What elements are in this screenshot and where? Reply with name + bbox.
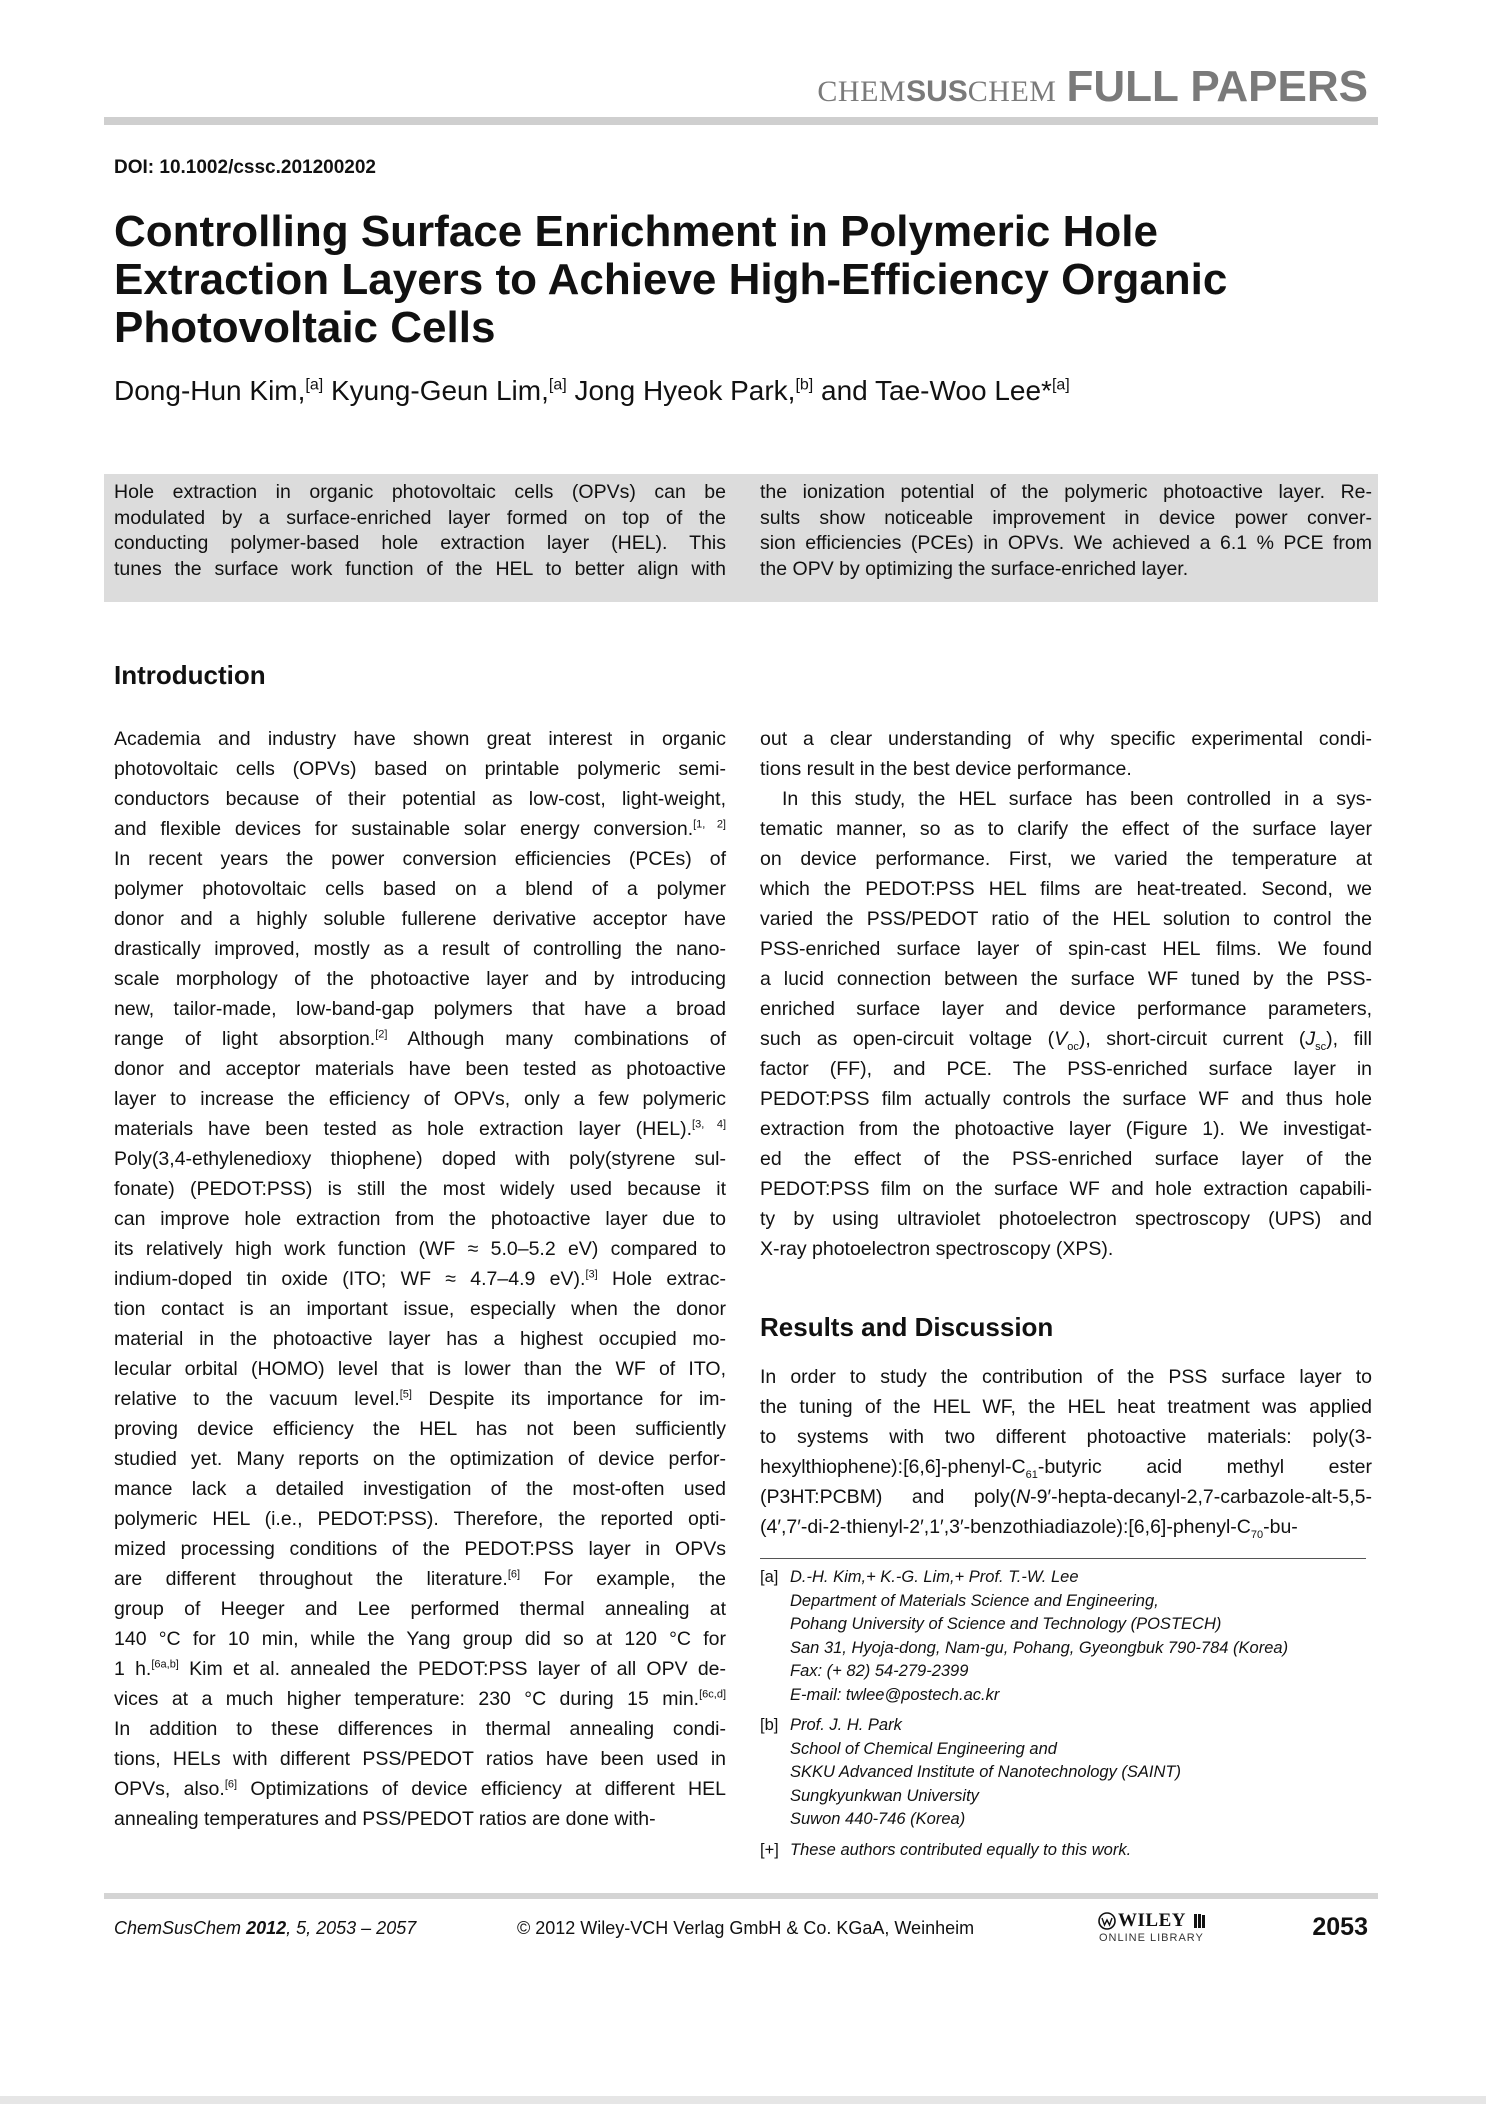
citation-ref[interactable]: [6c,d] [699,1688,726,1701]
text-line: its relatively high work function (WF ≈ 5.0–5.2 eV) compared to [114,1238,726,1260]
introduction-heading: Introduction [114,660,266,690]
results-body [760,1362,1372,1542]
abstract-line: tunes the surface work function of the HEL to better align with [114,557,726,580]
abstract-line: the OPV by optimizing the surface-enriched layer. [760,557,1189,580]
abstract-line: conducting polymer-based hole extraction layer (HEL). This [114,532,726,554]
text-line: which the PEDOT:PSS HEL films are heat-treated. Second, we [760,878,1372,900]
abstract-right [760,480,1372,582]
text-line: In this study, the HEL surface has been controlled in a sys- [782,788,1372,810]
text-line: OPVs, also.[6] Optimizations of device efficiency at different HEL [114,1778,726,1800]
text-line: mance lack a detailed investigation of the most-often used [114,1478,726,1500]
affiliation-b: [b] Prof. J. H. Park School of Chemical Engineering and SKKU Advanced Institute of Nanotechnology (SAINT) Sungkyunkwan University Suwon 440-746 (Korea) [760,1716,1182,1828]
text-line: polymer photovoltaic cells based on a blend of a polymer [114,878,726,900]
journal-name-chem: CHEM [817,75,907,108]
footer-citation: ChemSusChem 2012, 5, 2053 – 2057 [114,1918,417,1938]
author-name: and Tae-Woo Lee* [821,375,1052,406]
abstract-line: sion efficiencies (PCEs) in OPVs. We achieved a 6.1 % PCE from [760,532,1372,554]
affiliation-rule [760,1558,1366,1559]
text-line: photovoltaic cells (OPVs) based on printable polymeric semi- [114,758,726,780]
text-line: donor and a highly soluble fullerene derivative acceptor have [114,908,726,930]
author-name: Kyung-Geun Lim, [330,375,549,406]
citation-ref[interactable]: [6] [224,1778,238,1791]
citation-ref[interactable]: [6] [507,1568,521,1581]
text-line: proving device efficiency the HEL has not been sufficiently [114,1418,726,1440]
citation-ref[interactable]: [3] [585,1268,598,1281]
text-line: vices at a much higher temperature: 230 °C during 15 min.[6c,d] [114,1688,726,1710]
author-name: Dong-Hun Kim, [114,375,306,406]
abstract-line: modulated by a surface-enriched layer formed on top of the [114,506,726,529]
text-line: are different throughout the literature.[6] For example, the [114,1568,726,1590]
text-line: tions result in the best device performance. [760,758,1132,780]
text-line: tematic manner, so as to clarify the effect of the surface layer [760,818,1372,840]
affiliation-a: [a] D.-H. Kim,+ K.-G. Lim,+ Prof. T.-W. Lee Department of Materials Science and Engineering, Pohang University of Science and Technology (POSTECH) San 31, Hyoja-dong, Nam-gu, Pohang, Gyeongbuk 790-784 (Korea) Fax: (+ 82) 54-279-2399 E-mail: twlee@postech.ac.kr [760,1566,1372,1707]
text-line: donor and acceptor materials have been tested as photoactive [114,1058,726,1080]
author-name: Jong Hyeok Park, [574,375,796,406]
text-line: $hexylthiophene):[6,6]-phenyl-C_{61}$-butyric acid methyl ester [760,1456,1372,1481]
text-line: out a clear understanding of why specific experimental condi- [760,728,1372,750]
abstract-line: sults show noticeable improvement in device power conver- [760,506,1372,529]
footer-rule [104,1893,1378,1899]
text-line: on device performance. First, we varied the temperature at [760,848,1372,870]
text-line: 1 h.[6a,b] Kim et al. annealed the PEDOT:PSS layer of all OPV de- [114,1658,726,1680]
text-line: and flexible devices for sustainable solar energy conversion.[1, 2] [114,818,726,840]
text-line: Poly(3,4-ethylenedioxy thiophene) doped with poly(styrene sul- [114,1148,726,1170]
text-line: ty by using ultraviolet photoelectron spectroscopy (UPS) and [760,1208,1372,1230]
text-line: layer to increase the efficiency of OPVs, only a few polymeric [114,1088,726,1110]
text-line: varied the PSS/PEDOT ratio of the HEL solution to control the [760,908,1372,930]
text-line: materials have been tested as hole extraction layer (HEL).[3, 4] [114,1118,726,1140]
text-line: scale morphology of the photoactive layer and by introducing [114,968,726,990]
text-line: group of Heeger and Lee performed thermal annealing at [114,1598,726,1620]
text-line: ed the effect of the PSS-enriched surface layer of the [760,1148,1372,1170]
text-line: mized processing conditions of the PEDOT:PSS layer in OPVs [114,1538,726,1560]
header-rule [104,117,1378,125]
author-affiliation: [b] [795,376,814,394]
text-line: such as open-circuit voltage $(V_{oc})$, short-circuit current $(J_{sc})$, fill [760,1028,1372,1053]
text-line: X-ray photoelectron spectroscopy (XPS). [760,1238,1114,1260]
text-line: In addition to these differences in thermal annealing condi- [114,1718,726,1740]
introduction-continued [760,724,1372,1264]
journal-name-sus: SUS [906,75,968,108]
text-line: range of light absorption.[2] Although many combinations of [114,1028,726,1050]
citation-ref[interactable]: [3, 4] [692,1118,726,1131]
text-line: tion contact is an important issue, especially when the donor [114,1298,726,1320]
affiliations [760,1566,1372,1869]
text-line: drastically improved, mostly as a result of controlling the nano- [114,938,726,960]
text-line: PEDOT:PSS film on the surface WF and hole extraction capabili- [760,1178,1372,1200]
abstract-line: Hole extraction in organic photovoltaic cells (OPVs) can be [114,481,726,503]
text-line: lecular orbital (HOMO) level that is lower than the WF of ITO, [114,1358,726,1380]
citation-ref[interactable]: [1, 2] [693,818,726,831]
results-heading: Results and Discussion [760,1312,1054,1342]
email-link[interactable]: E-mail: twlee@postech.ac.kr [790,1685,1000,1704]
journal-name-chem2: CHEM [967,75,1057,108]
affiliation-tag: [+] [760,1840,779,1859]
text-line: relative to the vacuum level.[5] Despite its importance for im- [114,1388,726,1410]
text-line: new, tailor-made, low-band-gap polymers that have a broad [114,998,726,1020]
journal-header [817,62,1368,112]
text-line: the tuning of the HEL WF, the HEL heat treatment was applied [760,1396,1372,1418]
introduction-body [114,724,726,1834]
footer-copyright: © 2012 Wiley-VCH Verlag GmbH & Co. KGaA, Weinheim [517,1918,975,1938]
wiley-wordmark: WILEY [1118,1910,1186,1931]
text-line: In recent years the power conversion efficiencies (PCEs) of [114,848,726,870]
text-line: can improve hole extraction from the photoactive layer due to [114,1208,726,1230]
text-line: a lucid connection between the surface WF tuned by the PSS- [760,968,1372,990]
author-affiliation: [a] [1051,376,1070,394]
abstract-left [114,480,726,582]
text-line: annealing temperatures and PSS/PEDOT ratios are done with- [114,1808,656,1830]
text-line: PEDOT:PSS film actually controls the surface WF and thus hole [760,1088,1372,1110]
article-title: Controlling Surface Enrichment in Polymeric Hole Extraction Layers to Achieve High-Efficiency Organic Photovoltaic Cells [114,207,1228,352]
section-label: FULL PAPERS [1066,62,1368,111]
author-list [114,375,1070,407]
text-line: polymeric HEL (i.e., PEDOT:PSS). Therefore, the reported opti- [114,1508,726,1530]
affiliation-equal-contribution: [+] These authors contributed equally to this work. [760,1839,1372,1863]
citation-ref[interactable]: [6a,b] [151,1658,179,1671]
text-line: to systems with two different photoactive materials: poly(3- [760,1426,1372,1448]
page-number: 2053 [1312,1913,1368,1941]
text-line: PSS-enriched surface layer of spin-cast HEL films. We found [760,938,1372,960]
author-affiliation: [a] [305,376,324,394]
text-line: (P3HT:PCBM) and poly(N-9′-hepta-decanyl-2,7-carbazole-alt-5,5- [760,1486,1372,1508]
abstract-line: the ionization potential of the polymeric photoactive layer. Re- [760,481,1372,503]
text-line: factor (FF), and PCE. The PSS-enriched surface layer in [760,1058,1372,1080]
text-line: studied yet. Many reports on the optimization of device perfor- [114,1448,726,1470]
text-line: conductors because of their potential as low-cost, light-weight, [114,788,726,810]
text-line: 140 °C for 10 min, while the Yang group did so at 120 °C for [114,1628,726,1650]
text-line: In order to study the contribution of the PSS surface layer to [760,1366,1372,1388]
bottom-strip [0,2096,1486,2104]
wiley-online-library: ONLINE LIBRARY [1099,1932,1204,1944]
text-line: enriched surface layer and device performance parameters, [760,998,1372,1020]
text-line: Academia and industry have shown great interest in organic [114,728,726,750]
citation-ref[interactable]: [5] [399,1388,412,1401]
citation-ref[interactable]: [2] [375,1028,388,1041]
text-line: $(4',7'-di-2-thienyl-2',1',3'-benzothiadiazole):[6,6]-phenyl-C_{70}-bu-$ [760,1516,1298,1541]
affiliation-tag: [b] [760,1716,779,1734]
text-line: material in the photoactive layer has a highest occupied mo- [114,1328,726,1350]
text-line: tions, HELs with different PSS/PEDOT ratios have been used in [114,1748,726,1770]
text-line: extraction from the photoactive layer (Figure 1). We investigat- [760,1118,1372,1140]
doi[interactable]: DOI: 10.1002/cssc.201200202 [114,157,376,178]
text-line: indium-doped tin oxide (ITO; WF ≈ 4.7–4.9 eV).[3] Hole extrac- [114,1268,726,1290]
author-affiliation: [a] [548,376,567,394]
text-line: fonate) (PEDOT:PSS) is still the most widely used because it [114,1178,726,1200]
affiliation-tag: [a] [760,1568,779,1586]
